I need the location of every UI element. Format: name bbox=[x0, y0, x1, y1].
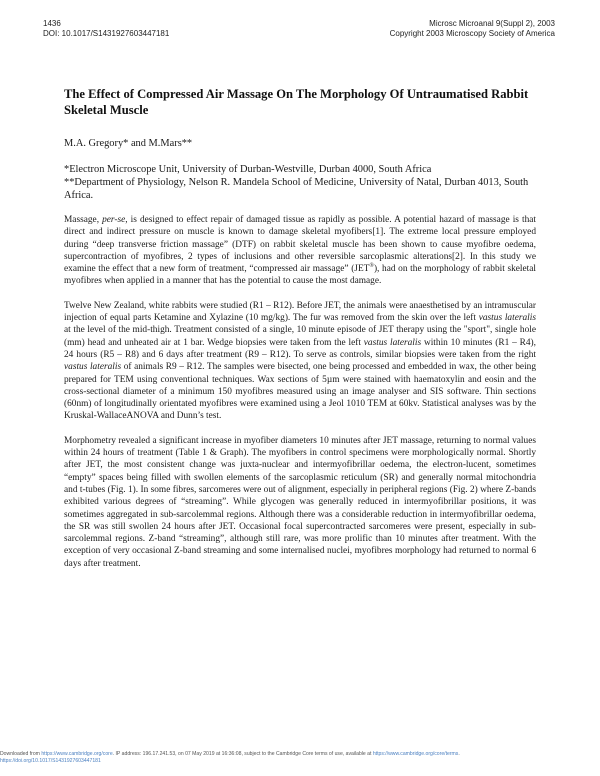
affiliation-1: *Electron Microscope Unit, University of Durban-Westville, Durban 4000, South Africa bbox=[64, 164, 432, 175]
registered-mark: ® bbox=[369, 263, 374, 270]
page-number: 1436 bbox=[43, 19, 61, 28]
footer-text-a: Downloaded from bbox=[0, 751, 42, 757]
paragraph-methods bbox=[64, 300, 536, 423]
p2-text-a: Twelve New Zealand, white rabbits were studied (R1 – R12). Before JET, the animals were anaesthetised by an intramuscular injection of equal parts Ketamine and Xylazine (10 mg/kg). The fur was removed from the skin over the left bbox=[64, 300, 536, 324]
download-footer bbox=[0, 751, 460, 765]
p2-italic-1: vastus lateralis bbox=[478, 313, 536, 324]
p1-text-a: Massage, bbox=[64, 215, 103, 225]
article-body bbox=[64, 86, 536, 570]
doi: DOI: 10.1017/S1431927603447181 bbox=[43, 29, 170, 38]
doi-link[interactable]: https://doi.org/10.1017/S1431927603447181 bbox=[0, 758, 101, 764]
article-title: The Effect of Compressed Air Massage On The Morphology Of Untraumatised Rabbit Skeletal Muscle bbox=[64, 87, 529, 117]
footer-line-2 bbox=[0, 758, 460, 765]
running-header-left bbox=[43, 19, 169, 39]
journal-citation: Microsc Microanal 9(Suppl 2), 2003 bbox=[429, 19, 555, 28]
paragraph-results: Morphometry revealed a significant increase in myofiber diameters 10 minutes after JET massage, returning to normal values within 24 hours of treatment (Table 1 & Graph). The myofibers in control specimens were morphologically normal. Shortly after JET, the most consistent change was juxta-nuclear and intermyofibrillar oedema, the electron-lucent, sometimes “empty” spaces being filled with swollen elements of the sarcoplasmic reticulum (SR) and generally normal mitochondria and t-tubes (Fig. 1). In some fibres, sarcomeres were out of alignment, especially in peripheral regions (Fig. 2) where Z-bands exhibited various degrees of “streaming”. While glycogen was generally reduced in intermyofibrillar positions, it was sometimes aggregated in sub-sarcolemmal regions. Although there was a considerable reduction in intermyofibrillar oedema, the SR was still swollen 24 hours after JET. Occasional focal supercontracted sarcomeres were present, especially in sub-sarcolemmal regions. Z-band “streaming”, although still rare, was more prolific than 10 minutes after treatment. With the exception of very occasional Z-band streaming and some internalised nuclei, myofibres morphology had returned to normal 6 days after treatment. bbox=[64, 435, 536, 569]
footer-line-1 bbox=[0, 751, 460, 758]
p1-text-d: ), had on the morphology of rabbit skeletal myofibres when applied in a manner that has the potential to cause the most damage. bbox=[64, 264, 537, 287]
paragraph-introduction bbox=[64, 214, 536, 288]
p2-text-c: within 10 minutes (R1 – R4), 24 hours (R5 – R8) and 6 days after treatment (R9 – R12). To serve as controls, similar biopsies were taken from the right bbox=[64, 337, 536, 360]
authors: M.A. Gregory* and M.Mars** bbox=[64, 138, 193, 149]
p2-text-b: at the level of the mid-thigh. Treatment consisted of a single, 10 minute episode of JET therapy using the "sport", single hole (mm) head and unheated air at 1 bar. Wedge biopsies were taken from the left bbox=[64, 325, 536, 348]
p1-italic-per-se: per-se bbox=[102, 215, 126, 225]
terms-link[interactable]: https://www.cambridge.org/core/terms bbox=[372, 751, 459, 757]
p1-text-c: , is designed to effect repair of damaged tissue as rapidly as possible. A potential hazard of massage is that direct and indirect pressure on muscle is known to damage skeletal myofibers[1]. The extreme local pressure employed during “deep transverse friction massage” (DTF) on rabbit skeletal muscle has been shown to cause myofibre oedema, supercontraction of myofibres, 2 types of inclusions and other reversible sarcoplasmic alterations[2]. In this study we examine the effect that a new form of treatment, “compressed air massage” (JET bbox=[64, 215, 536, 275]
affiliations bbox=[64, 163, 536, 202]
copyright-notice: Copyright 2003 Microscopy Society of America bbox=[389, 29, 555, 38]
p2-text-d: of animals R9 – R12. The samples were bisected, one being processed and embedded in wax, the other being prepared for TEM using conventional techniques. Wax sections of 5µm were stained with haematoxylin and eosin and the cross-sectional diameter of a minimum 150 myofibres measured using an image analyser and SIS software. Thin sections (60nm) of longitudinally orientated myofibres were examined using a Jeol 1010 TEM at 60kv. Statistical analyses was by the Kruskal-WallaceANOVA and Dunn’s test. bbox=[64, 362, 537, 422]
p2-italic-2: vastus lateralis bbox=[363, 337, 422, 348]
cambridge-core-link[interactable]: https://www.cambridge.org/core bbox=[41, 751, 113, 757]
footer-text-b: . IP address: 196.17.241.53, on 07 May 2019 at 16:36:08, subject to the Cambridge Core terms of use, available at bbox=[112, 751, 373, 757]
p2-italic-3: vastus lateralis bbox=[64, 362, 122, 373]
affiliation-2: **Department of Physiology, Nelson R. Mandela School of Medicine, University of Natal, Durban 4013, South Africa. bbox=[64, 177, 529, 201]
running-header-right bbox=[390, 19, 555, 39]
footer-text-c: . bbox=[458, 751, 460, 757]
